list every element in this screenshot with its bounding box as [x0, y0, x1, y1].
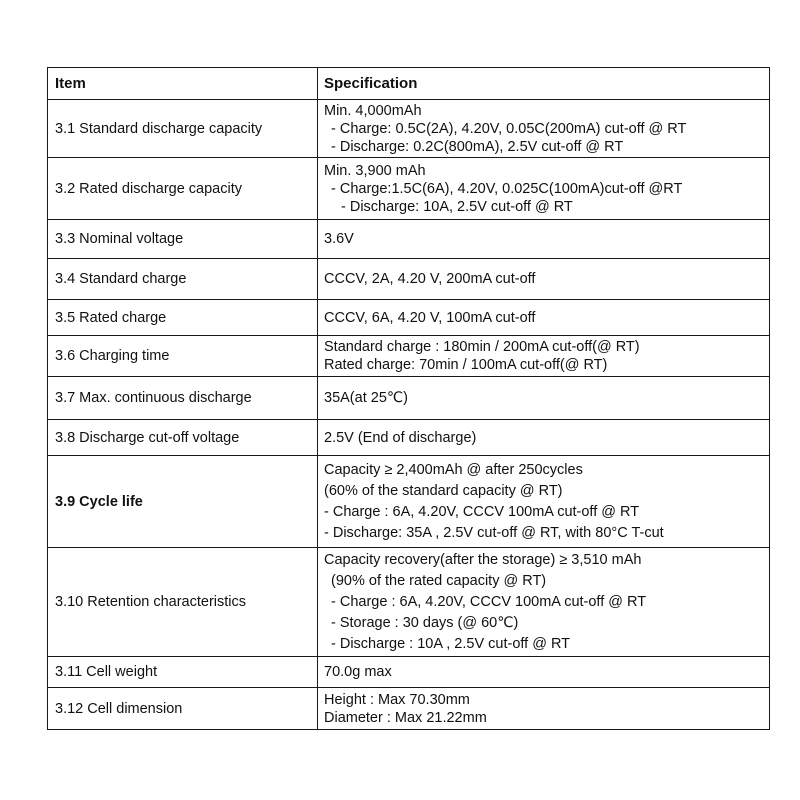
spec-line: Standard charge : 180min / 200mA cut-off(@ RT): [324, 339, 640, 355]
table-row: [48, 688, 770, 730]
row-spec-cell: [318, 336, 770, 377]
row-item-label: 3.5 Rated charge: [48, 300, 318, 336]
row-spec-cell: [318, 657, 770, 688]
table-row: [48, 100, 770, 158]
row-item-label: 3.6 Charging time: [48, 336, 318, 377]
spec-line: 70.0g max: [324, 664, 392, 680]
row-item-label: 3.2 Rated discharge capacity: [48, 158, 318, 220]
header-specification: Specification: [318, 68, 770, 100]
row-spec-cell: [318, 220, 770, 259]
spec-line: - Charge: 0.5C(2A), 4.20V, 0.05C(200mA) cut-off @ RT: [331, 120, 687, 137]
spec-line: - Discharge : 10A , 2.5V cut-off @ RT: [331, 635, 571, 652]
row-spec-cell: [318, 456, 770, 548]
row-item-label: 3.8 Discharge cut-off voltage: [48, 420, 318, 456]
specification-table: [47, 67, 770, 730]
row-spec-cell: [318, 259, 770, 300]
table-header-row: [48, 68, 770, 100]
spec-line: (90% of the rated capacity @ RT): [331, 572, 547, 589]
row-spec-cell: [318, 548, 770, 657]
spec-line: Capacity ≥ 2,400mAh @ after 250cycles: [324, 461, 583, 478]
spec-line: Min. 4,000mAh: [324, 102, 422, 119]
spec-line: 3.6V: [324, 231, 354, 247]
row-spec-cell: [318, 377, 770, 420]
table-row: [48, 336, 770, 377]
spec-line: CCCV, 2A, 4.20 V, 200mA cut-off: [324, 271, 536, 287]
row-spec-cell: [318, 100, 770, 158]
table-row: [48, 158, 770, 220]
spec-line: - Discharge: 10A, 2.5V cut-off @ RT: [341, 198, 573, 215]
row-item-label: 3.7 Max. continuous discharge: [48, 377, 318, 420]
table-row: [48, 548, 770, 657]
table-row: [48, 300, 770, 336]
spec-line: - Discharge: 35A , 2.5V cut-off @ RT, with 80°C T-cut: [324, 524, 664, 541]
row-spec-cell: [318, 300, 770, 336]
row-spec-cell: [318, 420, 770, 456]
spec-line: - Charge:1.5C(6A), 4.20V, 0.025C(100mA)cut-off @RT: [331, 180, 683, 197]
row-spec-cell: [318, 688, 770, 730]
spec-line: - Discharge: 0.2C(800mA), 2.5V cut-off @ RT: [331, 138, 624, 155]
table-row: [48, 220, 770, 259]
spec-line: Min. 3,900 mAh: [324, 162, 426, 179]
row-item-label: 3.9 Cycle life: [48, 456, 318, 548]
spec-line: Rated charge: 70min / 100mA cut-off(@ RT): [324, 357, 608, 373]
table-row: [48, 377, 770, 420]
spec-line: Capacity recovery(after the storage) ≥ 3,510 mAh: [324, 551, 642, 568]
table-row: [48, 420, 770, 456]
spec-line: 35A(at 25℃): [324, 390, 408, 406]
header-item: Item: [48, 68, 318, 100]
row-item-label: 3.10 Retention characteristics: [48, 548, 318, 657]
spec-line: - Charge : 6A, 4.20V, CCCV 100mA cut-off @ RT: [324, 503, 640, 520]
spec-line: Height : Max 70.30mm: [324, 691, 470, 708]
table-row: [48, 259, 770, 300]
row-item-label: 3.11 Cell weight: [48, 657, 318, 688]
spec-line: 2.5V (End of discharge): [324, 429, 477, 446]
row-item-label: 3.3 Nominal voltage: [48, 220, 318, 259]
spec-line: (60% of the standard capacity @ RT): [324, 482, 563, 499]
row-spec-cell: [318, 158, 770, 220]
spec-line: - Storage : 30 days (@ 60℃): [331, 614, 519, 631]
spec-line: CCCV, 6A, 4.20 V, 100mA cut-off: [324, 309, 536, 326]
spec-line: Diameter : Max 21.22mm: [324, 709, 487, 726]
row-item-label: 3.12 Cell dimension: [48, 688, 318, 730]
row-item-label: 3.1 Standard discharge capacity: [48, 100, 318, 158]
table-row: [48, 657, 770, 688]
table-row: [48, 456, 770, 548]
spec-line: - Charge : 6A, 4.20V, CCCV 100mA cut-off @ RT: [331, 593, 647, 610]
row-item-label: 3.4 Standard charge: [48, 259, 318, 300]
